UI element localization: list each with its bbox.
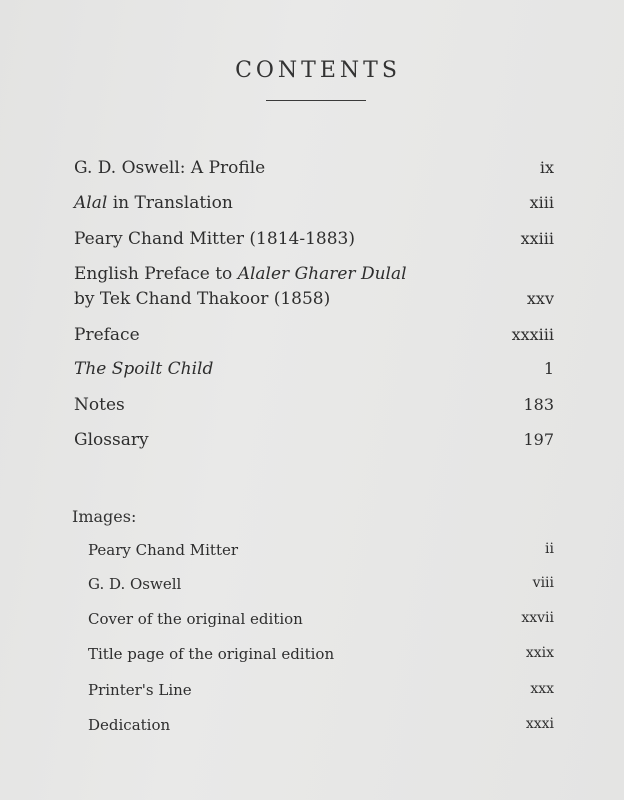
toc-entry-label: Glossary: [74, 430, 149, 450]
toc-entry-page: ix: [539, 158, 554, 177]
italic-title: Alaler Gharer Dulal: [237, 264, 407, 284]
toc-entry-page: 1: [543, 359, 554, 378]
image-entry-label: Peary Chand Mitter: [88, 541, 239, 559]
toc-entry-label-line2: by Tek Chand Thakoor (1858): [74, 289, 331, 309]
images-heading: Images:: [72, 507, 137, 526]
toc-entry-label: [74, 359, 213, 379]
image-entry-page: xxvii: [521, 610, 554, 626]
toc-entry-page: xiii: [529, 193, 554, 212]
toc-entry-label: Peary Chand Mitter (1814-1883): [74, 229, 355, 249]
image-entry-label: Printer's Line: [88, 681, 192, 699]
title-underline: [266, 100, 366, 101]
toc-entry-label: G. D. Oswell: A Profile: [74, 158, 266, 178]
image-entry-page: viii: [532, 575, 554, 591]
toc-entry-label: Notes: [74, 395, 125, 415]
label-rest: in Translation: [107, 193, 233, 213]
italic-title: The Spoilt Child: [74, 359, 214, 379]
toc-entry-page: xxv: [526, 289, 554, 308]
toc-entry-page: xxiii: [520, 229, 554, 248]
image-entry-label: Cover of the original edition: [88, 610, 303, 628]
toc-entry-label: Preface: [74, 325, 140, 345]
image-entry-page: xxix: [525, 645, 554, 661]
toc-entry-page: xxxiii: [511, 325, 554, 344]
toc-entry-english-preface[interactable]: [0, 264, 624, 314]
image-entry-page: xxx: [530, 681, 554, 697]
image-entry-page: xxxi: [525, 716, 554, 732]
toc-entry-label: [74, 193, 233, 213]
image-entry-label: G. D. Oswell: [88, 575, 182, 593]
image-entry-label: Title page of the original edition: [88, 645, 335, 663]
page-title: CONTENTS: [235, 58, 401, 83]
italic-title: Alal: [74, 193, 108, 213]
image-entry-label: Dedication: [88, 716, 171, 734]
image-entry-page: ii: [545, 541, 554, 557]
toc-entry-label-line1: [74, 264, 407, 284]
toc-entry-page: 183: [523, 395, 554, 414]
toc-entry-page: 197: [523, 430, 554, 449]
label-plain: English Preface to: [74, 264, 238, 284]
